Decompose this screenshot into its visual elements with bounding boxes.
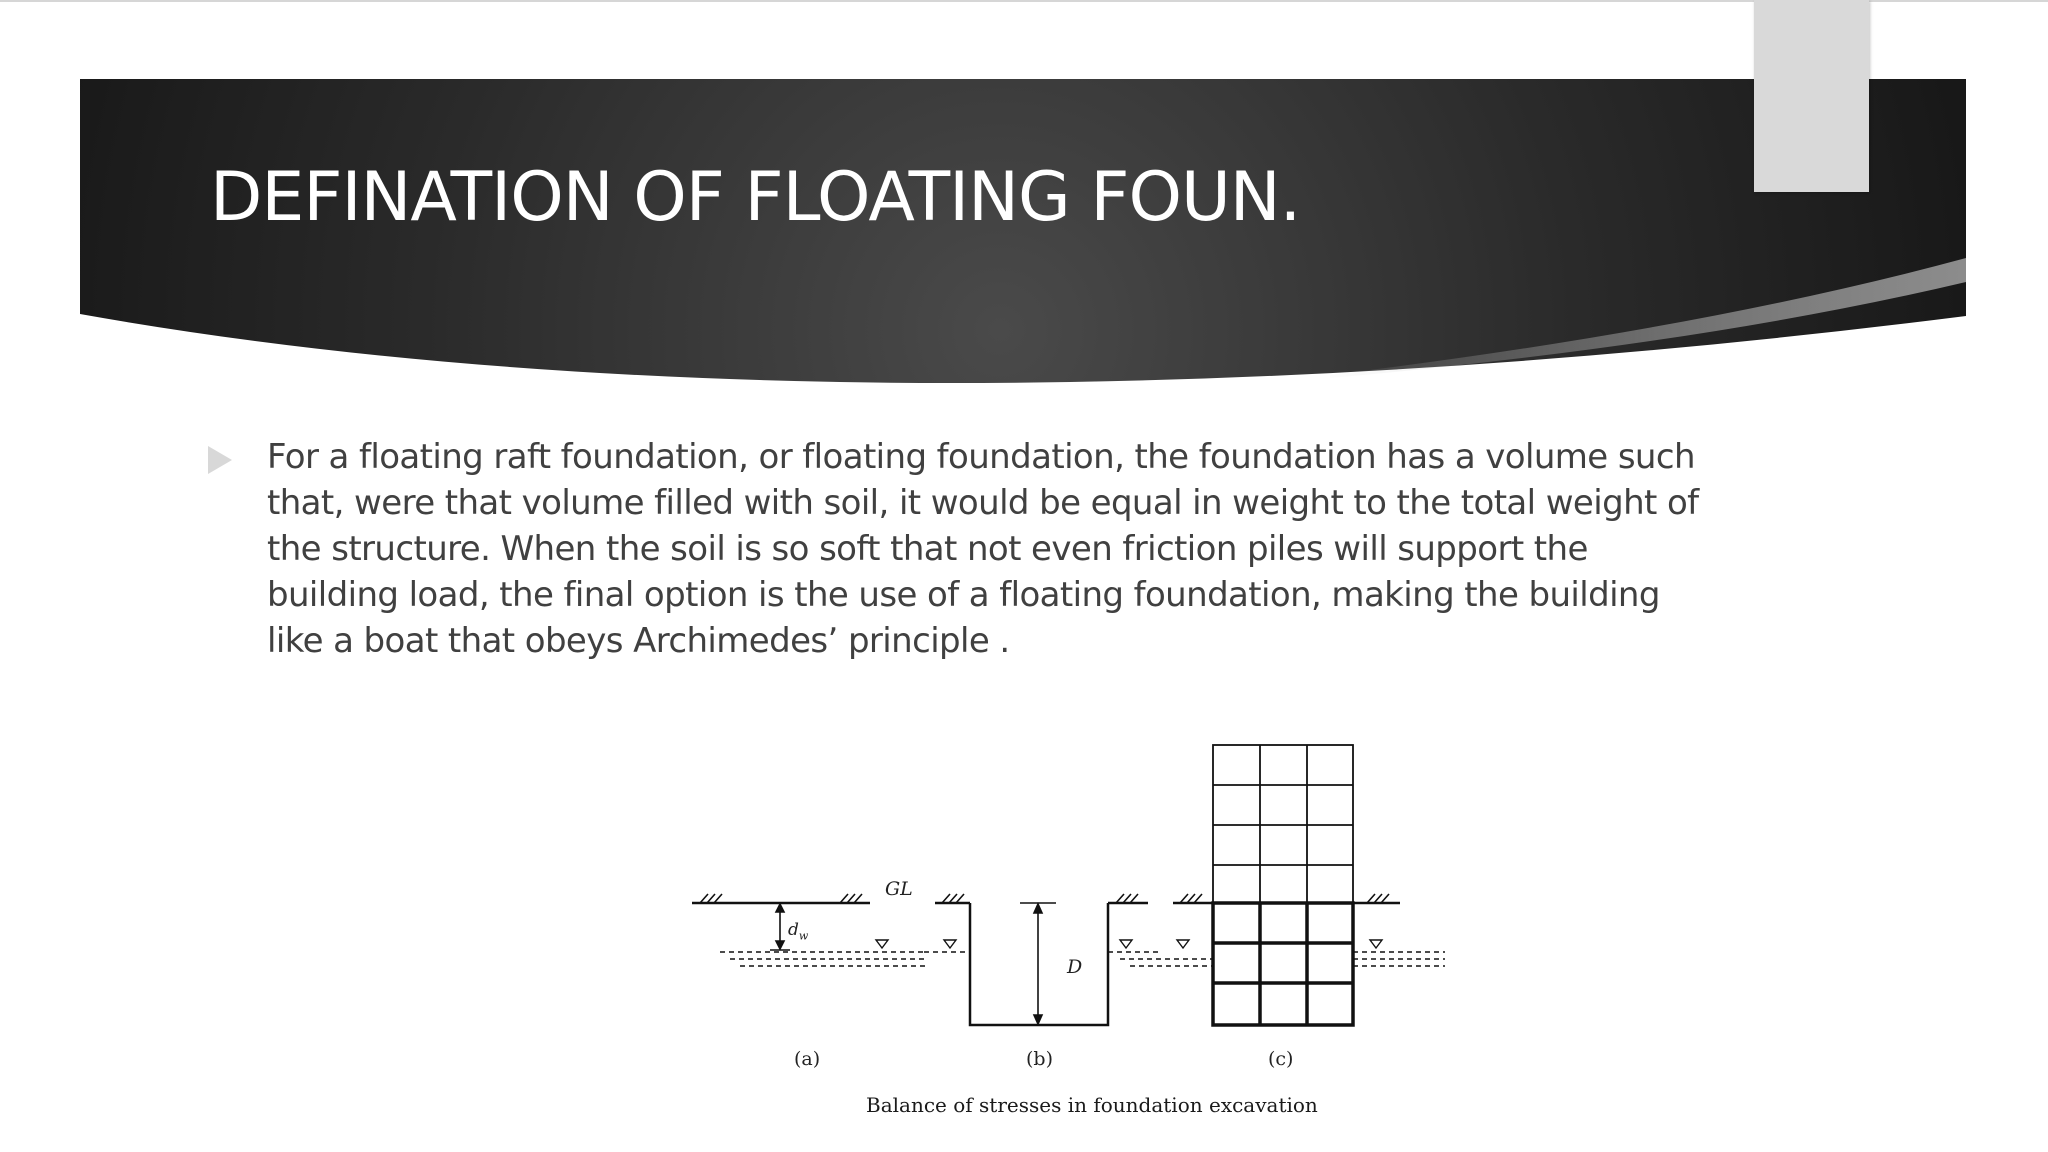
excavation-depth-label: D bbox=[1067, 956, 1083, 978]
panel-label-c: (c) bbox=[1268, 1048, 1294, 1070]
slide-body-text: For a floating raft foundation, or floating foundation, the foundation has a volume such that, were that volume filled with soil, it would be equal in weight to the total weight of the structure. When the soil is so soft that not even friction piles will support the building load, the final option is the use of a floating foundation, making the building like a boat that obeys Archimedes’ principle . bbox=[267, 437, 1699, 661]
panel-label-a: (a) bbox=[794, 1048, 821, 1070]
triangle-bullet-icon bbox=[208, 446, 232, 474]
figure-caption: Balance of stresses in foundation excavation bbox=[866, 1093, 1318, 1117]
water-depth-label bbox=[788, 920, 808, 942]
ground-level-label: GL bbox=[885, 878, 913, 900]
foundation-diagram bbox=[680, 730, 1460, 1130]
slide-title: DEFINATION OF FLOATING FOUN. bbox=[210, 158, 1301, 237]
slide-tab-marker bbox=[1754, 0, 1869, 192]
water-depth-subscript: w bbox=[798, 929, 809, 943]
panel-label-b: (b) bbox=[1026, 1048, 1053, 1070]
water-depth-letter: d bbox=[788, 920, 799, 940]
